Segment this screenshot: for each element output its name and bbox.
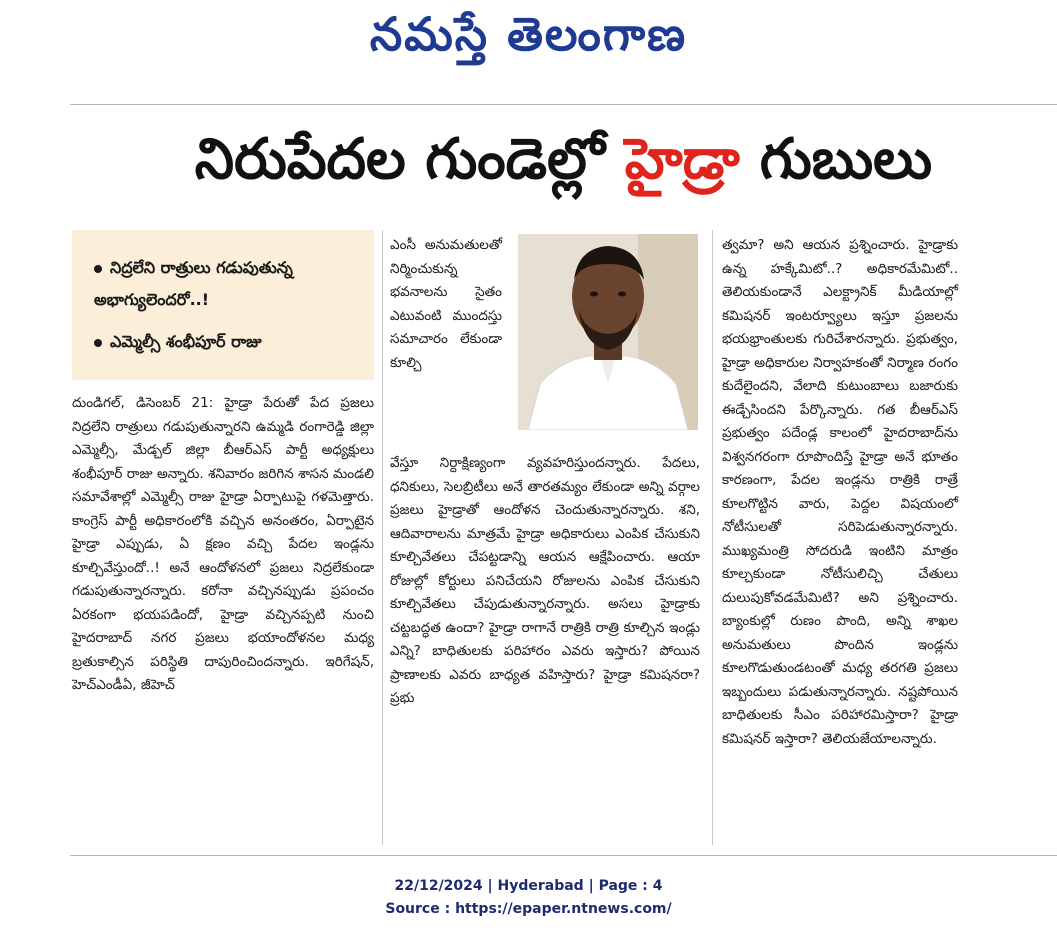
article-text: ఎంసీ అనుమతులతో నిర్మించుకున్న భవనాలను సైతం ఎటువంటి ముందస్తు సమాచారం లేకుండా కూల్చి <box>390 237 502 371</box>
column-divider <box>382 230 383 845</box>
article-column-2 <box>390 452 700 711</box>
portrait-illustration <box>518 234 698 430</box>
top-divider <box>70 104 1057 105</box>
footer-date-line: 22/12/2024 | Hyderabad | Page : 4 <box>394 878 663 894</box>
article-column-1 <box>72 392 374 698</box>
bullet-icon <box>94 339 102 347</box>
article-text: త్వమా? అని ఆయన ప్రశ్నించారు. హైడ్రాకు ఉన్న హక్కేమిటో..? అధికారమేమిటో.. తెలియకుండానే ఎలక్ట్రానిక్ మీడియాల్లో కమిషనర్ ఇంటర్వ్యూలు ఇస్తూ ప్రజలను భయభ్రాంతులకు గురిచేశారన్నారు. ప్రభుత్వం, హైడ్రా అధికారుల నిర్వాహకంతో నిర్మాణ రంగం కుదేలైందని, వేలాది కుటుంబాలు బజారుకు ఈడ్చేసిందని పేర్కొన్నారు. గత బీఆర్ఎస్ ప్రభుత్వం పదేండ్ల కాలంలో హైదరాబాద్‌ను విశ్వనగరంగా రూపొందిస్తే హైడ్రా అనే భూతం కారణంగా, పేదల ఇండ్లను రాత్రికి రాత్రే కూలగొట్టిన వారు, పెద్దల విషయంలో నోటీసులతో సరిపెడుతున్నారన్నారు. ముఖ్యమంత్రి సోదరుడి ఇంటిని మాత్రం కూల్చకుండా నోటీసులిచ్చి చేతులు దులుపుకోవడమేమిటి? అని ప్రశ్నించారు. బ్యాంకుల్లో రుణం పొంది, అన్ని శాఖల అనుమతులు పొందిన ఇండ్లను కూలగొడుతుండటంతో మధ్య తరగతి ప్రజలు ఇబ్బందులు పడుతున్నారన్నారు. నష్టపోయిన బాధితులకు సీఎం పరిహారమిస్తారా? హైడ్రా కమిషనర్ ఇస్తారా? తెలియజేయాలన్నారు. <box>722 237 958 747</box>
article-column-2-top <box>390 234 502 375</box>
headline-part3: గుబులు <box>759 127 933 192</box>
highlight-item <box>94 326 362 358</box>
bottom-divider <box>70 855 1057 856</box>
highlight-item <box>94 252 362 316</box>
highlight-text: నిద్రలేని రాత్రులు గడుపుతున్న అభాగ్యులెందరో..! <box>94 258 293 309</box>
footer-source-line: Source : https://epaper.ntnews.com/ <box>385 901 672 917</box>
bullet-icon <box>94 265 102 273</box>
column-divider <box>712 230 713 845</box>
headline <box>70 115 1057 205</box>
article-column-3 <box>722 234 958 751</box>
highlight-text: ఎమ్మెల్సీ శంభీపూర్ రాజు <box>110 332 262 351</box>
headline-part1: నిరుపేదల గుండెల్లో <box>194 127 605 192</box>
article-text: వేస్తూ నిర్దాక్షిణ్యంగా వ్యవహరిస్తుందన్నారు. పేదలు, ధనికులు, సెలబ్రిటీలు అనే తారతమ్యం లేకుండా అన్ని వర్గాల ప్రజలు హైడ్రాతో ఆందోళన చెందుతున్నారన్నారు. శని, ఆదివారాలను మాత్రమే హైడ్రా అధికారులు ఎంపిక చేసుకుని కూల్చివేతలు చేపట్టడాన్ని ఆయన ఆక్షేపించారు. ఆయా రోజుల్లో కోర్టులు పనిచేయని రోజులను ఎంపిక చేసుకుని కూల్చివేతలు చేపుడుతున్నారన్నారు. అసలు హైడ్రాకు చట్టబద్ధత ఉందా? హైడ్రా రాగానే రాత్రికి రాత్రి కూల్చిన ఇండ్లు ఎన్ని? బాధితులకు పరిహారం ఎవరు ఇస్తారు? పోయిన ప్రాణాలకు ఎవరు బాధ్యత వహిస్తారు? హైడ్రా కమిషనరా? ప్రభు <box>390 455 700 706</box>
masthead-logo: నమస్తే తెలంగాణ <box>369 7 688 61</box>
masthead <box>0 0 1057 80</box>
portrait-photo <box>518 234 698 430</box>
article-text: దుండిగల్, డిసెంబర్ 21: హైడ్రా పేరుతో పేద ప్రజలు నిద్రలేని రాత్రులు గడుపుతున్నారని ఉమ్మడి రంగారెడ్డి జిల్లా ఎమ్మెల్సీ, మేడ్చల్ జిల్లా బీఆర్ఎస్ పార్టీ అధ్యక్షులు శంభీపూర్ రాజు అన్నారు. శనివారం జరిగిన శాసన మండలి సమావేశాల్లో ఎమ్మెల్సీ రాజు హైడ్రా ఏర్పాటుపై గళమెత్తారు. కాంగ్రెస్ పార్టీ అధికారంలోకి వచ్చిన అనంతరం, ఏర్పాటైన హైడ్రా ఎప్పుడు, ఏ క్షణం వచ్చి పేదల ఇండ్లను కూల్చివేస్తుందో..! అనే ఆందోళనలో ప్రజలు నిద్రలేకుండా గడుపుతున్నారన్నారు. కరోనా వచ్చినప్పుడు ప్రపంచం ఏరకంగా భయపడిందో, హైడ్రా వచ్చినప్పటి నుంచి హైదరాబాద్ నగర ప్రజలు భయాందోళనల మధ్య బ్రతుకాల్సిన పరిస్థితి దాపురించిందన్నారు. ఇరిగేషన్, హెచ్ఎండీఏ, జీహెచ్ <box>72 395 374 693</box>
headline-part2: హైడ్రా <box>624 127 740 192</box>
highlights-box <box>72 230 374 380</box>
